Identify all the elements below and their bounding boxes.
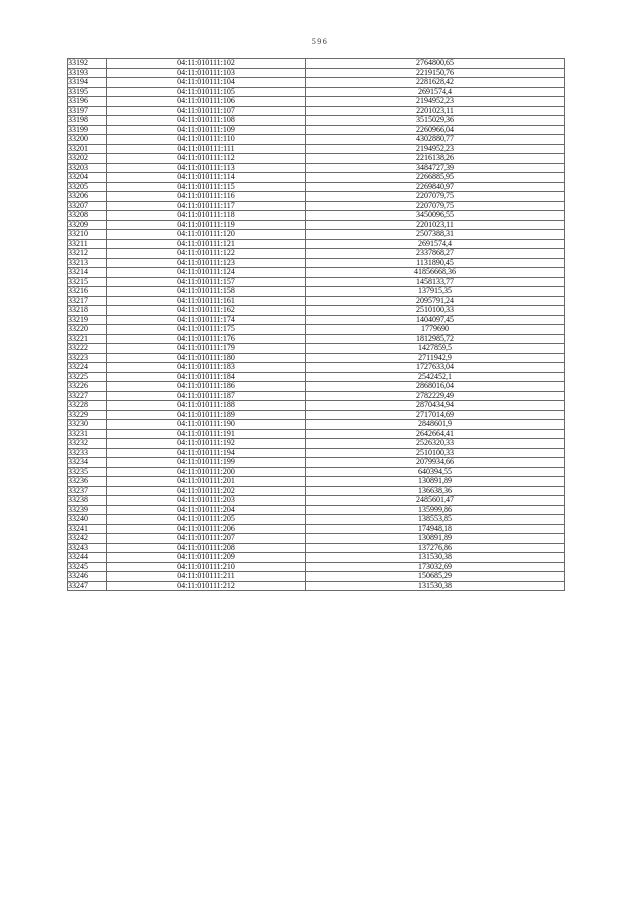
cadastral-number-cell: 04:11:010111:174 (107, 315, 306, 325)
row-number-cell: 33212 (68, 249, 107, 259)
cadastral-value-cell: 2507388,31 (306, 230, 565, 240)
table-row (68, 562, 565, 572)
cadastral-number-cell: 04:11:010111:208 (107, 543, 306, 553)
cadastral-value-cell: 2870434,94 (306, 401, 565, 411)
table-row (68, 515, 565, 525)
row-number-cell: 33210 (68, 230, 107, 240)
cadastral-number-cell: 04:11:010111:111 (107, 144, 306, 154)
cadastral-number-cell: 04:11:010111:176 (107, 334, 306, 344)
cadastral-value-cell: 1458133,77 (306, 277, 565, 287)
cadastral-value-cell: 2266885,95 (306, 173, 565, 183)
cadastral-number-cell: 04:11:010111:183 (107, 363, 306, 373)
cadastral-value-cell: 2691574,4 (306, 239, 565, 249)
cadastral-value-cell: 3484727,39 (306, 163, 565, 173)
row-number-cell: 33231 (68, 429, 107, 439)
cadastral-value-cell: 3515029,36 (306, 116, 565, 126)
cadastral-value-cell: 3450096,55 (306, 211, 565, 221)
cadastral-value-cell: 174948,18 (306, 524, 565, 534)
table-row (68, 306, 565, 316)
cadastral-number-cell: 04:11:010111:209 (107, 553, 306, 563)
row-number-cell: 33197 (68, 106, 107, 116)
cadastral-number-cell: 04:11:010111:189 (107, 410, 306, 420)
row-number-cell: 33205 (68, 182, 107, 192)
table-row (68, 543, 565, 553)
cadastral-number-cell: 04:11:010111:204 (107, 505, 306, 515)
row-number-cell: 33232 (68, 439, 107, 449)
table-row (68, 97, 565, 107)
cadastral-number-cell: 04:11:010111:184 (107, 372, 306, 382)
cadastral-number-cell: 04:11:010111:202 (107, 486, 306, 496)
cadastral-value-cell: 2207079,75 (306, 201, 565, 211)
cadastral-value-cell: 2510100,33 (306, 448, 565, 458)
cadastral-value-cell: 136638,36 (306, 486, 565, 496)
cadastral-value-cell: 2281628,42 (306, 78, 565, 88)
row-number-cell: 33198 (68, 116, 107, 126)
row-number-cell: 33236 (68, 477, 107, 487)
table-row (68, 192, 565, 202)
cadastral-value-cell: 2717014,69 (306, 410, 565, 420)
table-row (68, 268, 565, 278)
table-row (68, 296, 565, 306)
cadastral-number-cell: 04:11:010111:106 (107, 97, 306, 107)
cadastral-number-cell: 04:11:010111:187 (107, 391, 306, 401)
cadastral-number-cell: 04:11:010111:113 (107, 163, 306, 173)
table-row (68, 315, 565, 325)
cadastral-value-table (67, 58, 565, 591)
cadastral-number-cell: 04:11:010111:162 (107, 306, 306, 316)
row-number-cell: 33245 (68, 562, 107, 572)
table-row (68, 429, 565, 439)
row-number-cell: 33217 (68, 296, 107, 306)
cadastral-number-cell: 04:11:010111:104 (107, 78, 306, 88)
table-row (68, 125, 565, 135)
cadastral-number-cell: 04:11:010111:103 (107, 68, 306, 78)
row-number-cell: 33216 (68, 287, 107, 297)
row-number-cell: 33220 (68, 325, 107, 335)
row-number-cell: 33229 (68, 410, 107, 420)
row-number-cell: 33227 (68, 391, 107, 401)
cadastral-number-cell: 04:11:010111:105 (107, 87, 306, 97)
row-number-cell: 33239 (68, 505, 107, 515)
cadastral-value-cell: 2782229,49 (306, 391, 565, 401)
cadastral-number-cell: 04:11:010111:161 (107, 296, 306, 306)
row-number-cell: 33203 (68, 163, 107, 173)
cadastral-number-cell: 04:11:010111:119 (107, 220, 306, 230)
cadastral-number-cell: 04:11:010111:107 (107, 106, 306, 116)
cadastral-value-cell: 1727633,04 (306, 363, 565, 373)
table-row (68, 401, 565, 411)
row-number-cell: 33194 (68, 78, 107, 88)
cadastral-value-cell: 2868016,04 (306, 382, 565, 392)
cadastral-number-cell: 04:11:010111:157 (107, 277, 306, 287)
table-row (68, 410, 565, 420)
row-number-cell: 33208 (68, 211, 107, 221)
cadastral-number-cell: 04:11:010111:179 (107, 344, 306, 354)
cadastral-number-cell: 04:11:010111:118 (107, 211, 306, 221)
cadastral-value-cell: 41856668,36 (306, 268, 565, 278)
cadastral-number-cell: 04:11:010111:194 (107, 448, 306, 458)
row-number-cell: 33193 (68, 68, 107, 78)
row-number-cell: 33199 (68, 125, 107, 135)
row-number-cell: 33242 (68, 534, 107, 544)
table-row (68, 334, 565, 344)
cadastral-value-cell: 173032,69 (306, 562, 565, 572)
table-row (68, 572, 565, 582)
row-number-cell: 33235 (68, 467, 107, 477)
table-row (68, 230, 565, 240)
row-number-cell: 33233 (68, 448, 107, 458)
table-row (68, 391, 565, 401)
row-number-cell: 33238 (68, 496, 107, 506)
row-number-cell: 33201 (68, 144, 107, 154)
cadastral-value-cell: 2510100,33 (306, 306, 565, 316)
table-row (68, 534, 565, 544)
page-number: 596 (311, 37, 329, 46)
row-number-cell: 33244 (68, 553, 107, 563)
row-number-cell: 33247 (68, 581, 107, 591)
row-number-cell: 33202 (68, 154, 107, 164)
cadastral-value-cell: 2216138,26 (306, 154, 565, 164)
cadastral-value-cell: 2260966,04 (306, 125, 565, 135)
row-number-cell: 33196 (68, 97, 107, 107)
table-row (68, 135, 565, 145)
row-number-cell: 33221 (68, 334, 107, 344)
table-row (68, 163, 565, 173)
cadastral-number-cell: 04:11:010111:114 (107, 173, 306, 183)
cadastral-number-cell: 04:11:010111:188 (107, 401, 306, 411)
table-row (68, 448, 565, 458)
cadastral-value-cell: 131530,38 (306, 581, 565, 591)
cadastral-number-cell: 04:11:010111:199 (107, 458, 306, 468)
row-number-cell: 33215 (68, 277, 107, 287)
cadastral-value-cell: 2194952,23 (306, 97, 565, 107)
cadastral-value-cell: 2848601,9 (306, 420, 565, 430)
table-row (68, 211, 565, 221)
table-row (68, 78, 565, 88)
row-number-cell: 33219 (68, 315, 107, 325)
row-number-cell: 33211 (68, 239, 107, 249)
row-number-cell: 33234 (68, 458, 107, 468)
table-body (68, 59, 565, 591)
cadastral-value-cell: 2642664,41 (306, 429, 565, 439)
cadastral-number-cell: 04:11:010111:211 (107, 572, 306, 582)
cadastral-number-cell: 04:11:010111:102 (107, 59, 306, 69)
row-number-cell: 33200 (68, 135, 107, 145)
cadastral-number-cell: 04:11:010111:190 (107, 420, 306, 430)
cadastral-number-cell: 04:11:010111:112 (107, 154, 306, 164)
table-row (68, 372, 565, 382)
table-row (68, 173, 565, 183)
cadastral-number-cell: 04:11:010111:200 (107, 467, 306, 477)
row-number-cell: 33206 (68, 192, 107, 202)
cadastral-value-cell: 2711942,9 (306, 353, 565, 363)
row-number-cell: 33224 (68, 363, 107, 373)
cadastral-value-cell: 137915,35 (306, 287, 565, 297)
cadastral-number-cell: 04:11:010111:158 (107, 287, 306, 297)
row-number-cell: 33204 (68, 173, 107, 183)
table-row (68, 344, 565, 354)
cadastral-value-cell: 150685,29 (306, 572, 565, 582)
table-row (68, 87, 565, 97)
table-row (68, 496, 565, 506)
cadastral-number-cell: 04:11:010111:212 (107, 581, 306, 591)
table-row (68, 467, 565, 477)
cadastral-number-cell: 04:11:010111:122 (107, 249, 306, 259)
cadastral-value-cell: 135999,86 (306, 505, 565, 515)
row-number-cell: 33246 (68, 572, 107, 582)
table-row (68, 458, 565, 468)
table-row (68, 144, 565, 154)
cadastral-number-cell: 04:11:010111:207 (107, 534, 306, 544)
row-number-cell: 33230 (68, 420, 107, 430)
cadastral-number-cell: 04:11:010111:121 (107, 239, 306, 249)
cadastral-value-cell: 1427859,5 (306, 344, 565, 354)
table-row (68, 287, 565, 297)
row-number-cell: 33240 (68, 515, 107, 525)
cadastral-value-cell: 138553,85 (306, 515, 565, 525)
table-row (68, 325, 565, 335)
table-row (68, 477, 565, 487)
cadastral-value-cell: 2485601,47 (306, 496, 565, 506)
cadastral-value-cell: 2542452,1 (306, 372, 565, 382)
row-number-cell: 33195 (68, 87, 107, 97)
cadastral-number-cell: 04:11:010111:116 (107, 192, 306, 202)
cadastral-value-cell: 2194952,23 (306, 144, 565, 154)
row-number-cell: 33222 (68, 344, 107, 354)
table-row (68, 239, 565, 249)
table-row (68, 220, 565, 230)
cadastral-number-cell: 04:11:010111:205 (107, 515, 306, 525)
cadastral-number-cell: 04:11:010111:206 (107, 524, 306, 534)
table-row (68, 258, 565, 268)
cadastral-value-cell: 130891,89 (306, 477, 565, 487)
cadastral-value-cell: 2764800,65 (306, 59, 565, 69)
cadastral-number-cell: 04:11:010111:201 (107, 477, 306, 487)
cadastral-value-cell: 2691574,4 (306, 87, 565, 97)
cadastral-value-cell: 2207079,75 (306, 192, 565, 202)
cadastral-value-cell: 2079934,66 (306, 458, 565, 468)
cadastral-value-cell: 2219150,76 (306, 68, 565, 78)
cadastral-value-cell: 2201023,11 (306, 106, 565, 116)
cadastral-value-cell: 4302880,77 (306, 135, 565, 145)
cadastral-value-cell: 2095791,24 (306, 296, 565, 306)
cadastral-value-cell: 1404097,45 (306, 315, 565, 325)
row-number-cell: 33228 (68, 401, 107, 411)
cadastral-value-cell: 1779690 (306, 325, 565, 335)
cadastral-value-cell: 130891,89 (306, 534, 565, 544)
cadastral-value-cell: 1131890,45 (306, 258, 565, 268)
table-row (68, 154, 565, 164)
row-number-cell: 33223 (68, 353, 107, 363)
row-number-cell: 33214 (68, 268, 107, 278)
cadastral-number-cell: 04:11:010111:115 (107, 182, 306, 192)
table-row (68, 68, 565, 78)
table-row (68, 382, 565, 392)
row-number-cell: 33237 (68, 486, 107, 496)
row-number-cell: 33226 (68, 382, 107, 392)
cadastral-value-cell: 2337868,27 (306, 249, 565, 259)
table-row (68, 363, 565, 373)
cadastral-number-cell: 04:11:010111:175 (107, 325, 306, 335)
cadastral-number-cell: 04:11:010111:120 (107, 230, 306, 240)
row-number-cell: 33209 (68, 220, 107, 230)
cadastral-value-cell: 1812985,72 (306, 334, 565, 344)
row-number-cell: 33225 (68, 372, 107, 382)
row-number-cell: 33213 (68, 258, 107, 268)
cadastral-number-cell: 04:11:010111:123 (107, 258, 306, 268)
cadastral-value-cell: 2201023,11 (306, 220, 565, 230)
cadastral-number-cell: 04:11:010111:180 (107, 353, 306, 363)
cadastral-value-cell: 2526320,33 (306, 439, 565, 449)
table-row (68, 277, 565, 287)
table-row (68, 116, 565, 126)
cadastral-value-cell: 137276,86 (306, 543, 565, 553)
table-row (68, 420, 565, 430)
table-row (68, 59, 565, 69)
cadastral-number-cell: 04:11:010111:124 (107, 268, 306, 278)
cadastral-number-cell: 04:11:010111:203 (107, 496, 306, 506)
table-row (68, 553, 565, 563)
cadastral-number-cell: 04:11:010111:191 (107, 429, 306, 439)
row-number-cell: 33241 (68, 524, 107, 534)
cadastral-number-cell: 04:11:010111:110 (107, 135, 306, 145)
row-number-cell: 33207 (68, 201, 107, 211)
table-row (68, 439, 565, 449)
row-number-cell: 33192 (68, 59, 107, 69)
cadastral-number-cell: 04:11:010111:117 (107, 201, 306, 211)
table-row (68, 182, 565, 192)
row-number-cell: 33218 (68, 306, 107, 316)
cadastral-value-cell: 2269840,97 (306, 182, 565, 192)
cadastral-number-cell: 04:11:010111:109 (107, 125, 306, 135)
table-row (68, 353, 565, 363)
table-row (68, 249, 565, 259)
cadastral-value-cell: 131530,38 (306, 553, 565, 563)
cadastral-number-cell: 04:11:010111:210 (107, 562, 306, 572)
row-number-cell: 33243 (68, 543, 107, 553)
cadastral-value-cell: 640394,55 (306, 467, 565, 477)
table-row (68, 505, 565, 515)
table-row (68, 106, 565, 116)
cadastral-number-cell: 04:11:010111:186 (107, 382, 306, 392)
table-row (68, 201, 565, 211)
table-row (68, 581, 565, 591)
cadastral-number-cell: 04:11:010111:192 (107, 439, 306, 449)
table-row (68, 524, 565, 534)
cadastral-number-cell: 04:11:010111:108 (107, 116, 306, 126)
table-row (68, 486, 565, 496)
